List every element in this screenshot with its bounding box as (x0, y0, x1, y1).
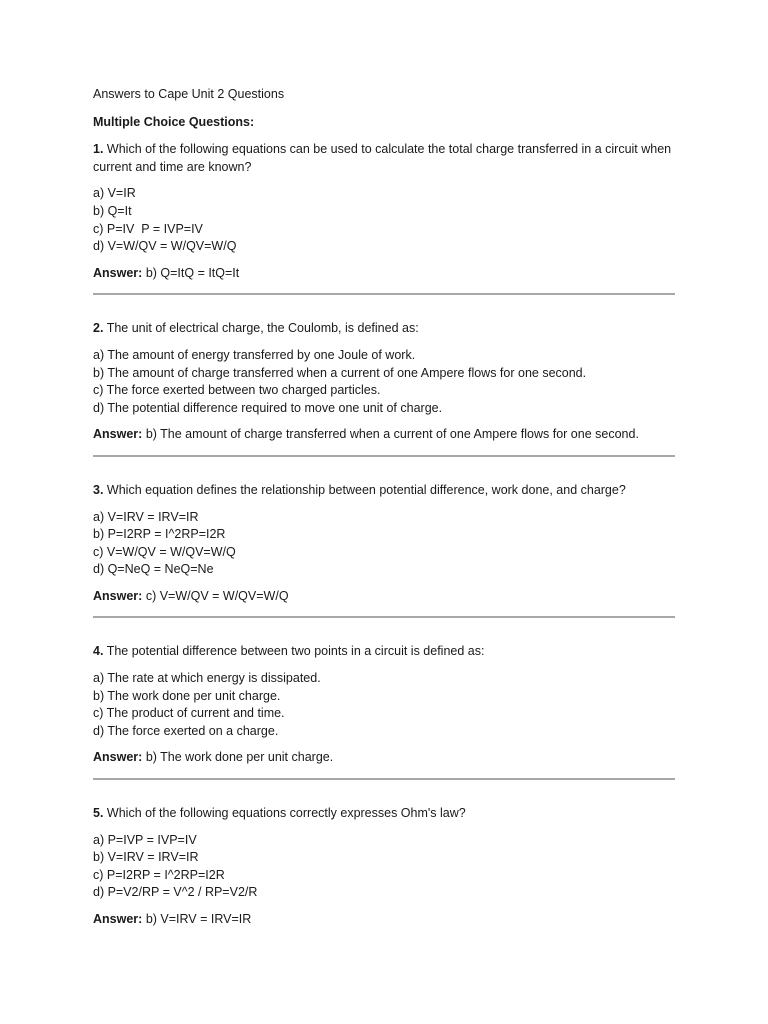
answer-value: b) The amount of charge transferred when a current of one Ampere flows for one second. (145, 427, 639, 442)
question-text (93, 482, 675, 500)
option-list (93, 347, 675, 417)
option-a: a) P=IVP = IVP=IV (93, 832, 197, 847)
question-text (93, 320, 675, 338)
question-prompt: Which of the following equations correctly expresses Ohm's law? (106, 806, 466, 821)
answer-value: b) V=IRV = IRV=IR (145, 912, 252, 926)
option-list (93, 185, 675, 255)
option-d: d) V=W/QV = W/QV=W/Q (93, 239, 237, 254)
answer-label: Answer: (93, 750, 143, 765)
question-prompt: Which of the following equations can be used to calculate the total charge transferred in a circuit when current and time are known? (93, 142, 672, 174)
divider (93, 778, 675, 780)
divider (93, 455, 675, 457)
option-d: d) The force exerted on a charge. (93, 723, 279, 738)
answer-value: b) Q=ItQ = ItQ=It (145, 265, 240, 280)
option-list (93, 509, 675, 579)
option-b: b) The work done per unit charge. (93, 688, 281, 703)
option-c: c) The product of current and time. (93, 706, 285, 721)
option-d: d) P=V2/RP = V^2 / RP=V2/R (93, 885, 258, 900)
question-prompt: Which equation defines the relationship between potential difference, work done, and charge? (106, 482, 626, 497)
question-prompt: The unit of electrical charge, the Coulomb, is defined as: (106, 321, 419, 336)
question-1 (93, 141, 675, 282)
option-c: c) P=I2RP = I^2RP=I2R (93, 867, 225, 882)
answer-line (93, 588, 675, 606)
option-b: b) P=I2RP = I^2RP=I2R (93, 527, 226, 542)
question-4 (93, 643, 675, 767)
option-c: c) The force exerted between two charged particles. (93, 383, 381, 398)
answer-line (93, 911, 675, 929)
answer-label: Answer: (93, 265, 143, 280)
option-d: d) The potential difference required to move one unit of charge. (93, 400, 443, 415)
question-number: 1. (93, 142, 104, 157)
option-list (93, 670, 675, 740)
document-title: Answers to Cape Unit 2 Questions (93, 87, 285, 101)
answer-line (93, 426, 675, 444)
question-number: 4. (93, 644, 104, 659)
question-text (93, 141, 675, 176)
document-page (93, 86, 675, 940)
answer-value: c) V=W/QV = W/QV=W/Q (145, 588, 289, 603)
option-d: d) Q=NeQ = NeQ=Ne (93, 562, 214, 577)
option-a: a) The rate at which energy is dissipated. (93, 671, 321, 686)
option-list (93, 832, 675, 902)
divider (93, 293, 675, 295)
answer-line (93, 749, 675, 767)
answer-label: Answer: (93, 912, 143, 926)
option-b: b) The amount of charge transferred when a current of one Ampere flows for one second. (93, 365, 587, 380)
question-3 (93, 482, 675, 606)
option-b: b) Q=It (93, 203, 132, 218)
question-number: 2. (93, 321, 104, 336)
option-a: a) V=IR (93, 186, 136, 201)
question-number: 3. (93, 482, 104, 497)
divider (93, 616, 675, 618)
question-number: 5. (93, 806, 104, 821)
question-prompt: The potential difference between two points in a circuit is defined as: (106, 644, 485, 659)
option-b: b) V=IRV = IRV=IR (93, 850, 199, 865)
question-2 (93, 320, 675, 444)
answer-value: b) The work done per unit charge. (145, 750, 334, 765)
answer-label: Answer: (93, 427, 143, 442)
question-text (93, 643, 675, 661)
option-c: c) P=IV P = IVP=IV (93, 221, 203, 236)
section-heading: Multiple Choice Questions: (93, 114, 255, 129)
answer-line (93, 265, 675, 283)
option-c: c) V=W/QV = W/QV=W/Q (93, 544, 236, 559)
question-5 (93, 805, 675, 929)
option-a: a) The amount of energy transferred by one Joule of work. (93, 347, 416, 362)
option-a: a) V=IRV = IRV=IR (93, 509, 199, 524)
answer-label: Answer: (93, 588, 143, 603)
question-text (93, 805, 675, 823)
